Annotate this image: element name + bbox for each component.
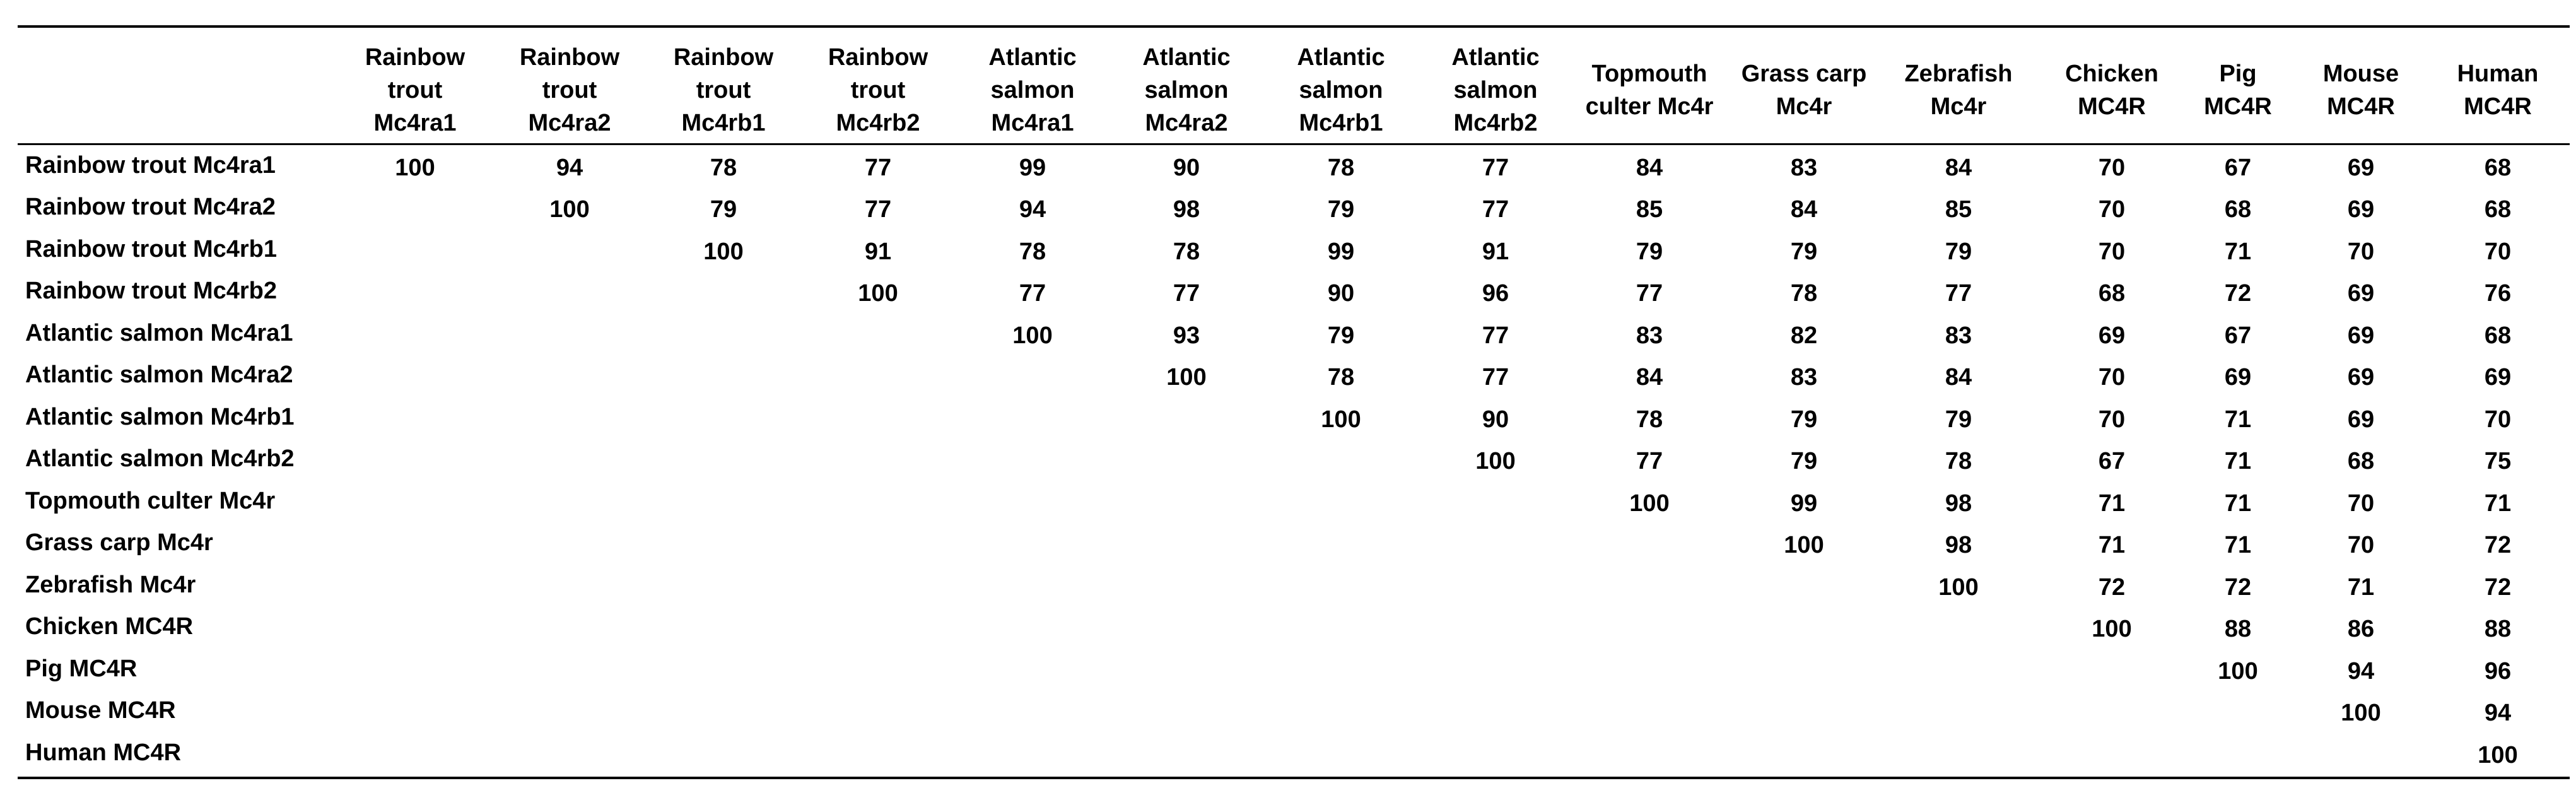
table-cell: 90 [1327, 280, 1355, 307]
table-cell: 76 [2484, 280, 2512, 307]
table-cell: 78 [1173, 238, 1200, 265]
table-cell: 85 [1636, 196, 1663, 223]
table-cell: 70 [2484, 238, 2512, 265]
table-cell: 68 [2347, 448, 2375, 474]
row-label: Chicken MC4R [25, 613, 194, 640]
table-cell: 82 [1790, 322, 1818, 349]
table-cell: 83 [1945, 322, 1972, 349]
column-header: Atlantic salmon Mc4rb2 [1451, 44, 1540, 136]
table-cell: 70 [2098, 154, 2126, 181]
table-cell: 100 [2341, 700, 2381, 726]
table-cell: 100 [1938, 574, 1979, 601]
table-cell: 70 [2484, 406, 2512, 433]
table-cell: 100 [549, 196, 590, 223]
table-cell: 98 [1173, 196, 1200, 223]
table-cell: 77 [1482, 196, 1509, 223]
table-cell: 69 [2347, 280, 2375, 307]
table-cell: 84 [1636, 364, 1663, 391]
table-cell: 70 [2098, 238, 2126, 265]
row-label: Atlantic salmon Mc4rb1 [25, 403, 295, 430]
column-header: Rainbow trout Mc4ra2 [519, 44, 620, 136]
table-cell: 71 [2098, 490, 2126, 517]
table-cell: 100 [1321, 406, 1361, 433]
row-label: Atlantic salmon Mc4rb2 [25, 445, 295, 472]
table-cell: 90 [1173, 154, 1200, 181]
table-cell: 79 [1327, 196, 1355, 223]
table-header-rule [18, 143, 2570, 145]
table-cell: 100 [1629, 490, 1670, 517]
table-cell: 88 [2484, 616, 2512, 642]
table-cell: 100 [858, 280, 898, 307]
table-cell: 77 [1482, 364, 1509, 391]
row-label: Atlantic salmon Mc4ra1 [25, 319, 293, 346]
row-label: Human MC4R [25, 739, 182, 766]
row-label: Rainbow trout Mc4ra2 [25, 194, 276, 220]
table-cell: 67 [2224, 322, 2252, 349]
table-cell: 69 [2347, 154, 2375, 181]
column-header: Zebrafish Mc4r [1904, 60, 2013, 120]
table-cell: 84 [1790, 196, 1818, 223]
table-cell: 100 [2478, 741, 2518, 768]
table-cell: 94 [1019, 196, 1046, 223]
column-header: Atlantic salmon Mc4ra2 [1142, 44, 1231, 136]
table-bottom-rule [18, 777, 2570, 779]
table-cell: 78 [1327, 364, 1355, 391]
table-cell: 91 [864, 238, 892, 265]
table-cell: 77 [1019, 280, 1046, 307]
table-cell: 77 [1636, 280, 1663, 307]
column-header: Rainbow trout Mc4rb1 [673, 44, 774, 136]
column-header: Pig MC4R [2204, 60, 2272, 120]
table-top-rule [18, 25, 2570, 28]
table-cell: 84 [1945, 154, 1972, 181]
table-cell: 70 [2098, 196, 2126, 223]
table-cell: 70 [2347, 238, 2375, 265]
table-cell: 100 [395, 154, 435, 181]
table-cell: 78 [1327, 154, 1355, 181]
table-cell: 93 [1173, 322, 1200, 349]
table-cell: 98 [1945, 490, 1972, 517]
table-cell: 72 [2098, 574, 2126, 601]
table-cell: 77 [1945, 280, 1972, 307]
table-cell: 70 [2347, 532, 2375, 558]
row-label: Rainbow trout Mc4rb1 [25, 235, 278, 262]
table-cell: 77 [1482, 322, 1509, 349]
table-cell: 68 [2484, 196, 2512, 223]
table-cell: 71 [2098, 532, 2126, 558]
table-cell: 77 [1482, 154, 1509, 181]
table-cell: 100 [2092, 616, 2132, 642]
table-cell: 68 [2098, 280, 2126, 307]
table-cell: 71 [2224, 238, 2252, 265]
table-cell: 83 [1790, 364, 1818, 391]
table-cell: 69 [2098, 322, 2126, 349]
table-cell: 100 [1784, 532, 1824, 558]
table-cell: 69 [2347, 406, 2375, 433]
table-cell: 88 [2224, 616, 2252, 642]
table-cell: 69 [2347, 322, 2375, 349]
table-cell: 79 [1945, 238, 1972, 265]
column-header: Rainbow trout Mc4ra1 [365, 44, 465, 136]
row-label: Grass carp Mc4r [25, 529, 213, 556]
table-cell: 67 [2224, 154, 2252, 181]
table-cell: 94 [2347, 657, 2375, 685]
table-cell: 69 [2484, 364, 2512, 391]
row-label: Zebrafish Mc4r [25, 571, 196, 598]
table-cell: 90 [1482, 406, 1509, 433]
table-cell: 71 [2224, 448, 2252, 474]
row-label: Topmouth culter Mc4r [25, 487, 276, 514]
table-cell: 77 [1636, 448, 1663, 474]
table-cell: 75 [2484, 448, 2512, 474]
table-cell: 69 [2347, 364, 2375, 391]
row-label: Mouse MC4R [25, 697, 176, 724]
table-cell: 71 [2347, 574, 2375, 601]
row-label: Atlantic salmon Mc4ra2 [25, 362, 293, 388]
row-label: Rainbow trout Mc4rb2 [25, 278, 278, 304]
table-cell: 100 [1475, 448, 1516, 474]
table-cell: 70 [2098, 364, 2126, 391]
column-header: Rainbow trout Mc4rb2 [828, 44, 928, 136]
table-cell: 71 [2224, 406, 2252, 433]
table-cell: 68 [2224, 196, 2252, 223]
table-cell: 96 [1482, 280, 1509, 307]
table-cell: 79 [1327, 322, 1355, 349]
table-cell: 78 [1019, 238, 1046, 265]
table-cell: 84 [1945, 364, 1972, 391]
column-header: Chicken MC4R [2065, 60, 2158, 120]
table-cell: 98 [1945, 532, 1972, 558]
table-cell: 72 [2484, 532, 2512, 558]
table-cell: 85 [1945, 196, 1972, 223]
column-header: Mouse MC4R [2322, 60, 2399, 120]
table-cell: 69 [2224, 364, 2252, 391]
table-cell: 71 [2224, 532, 2252, 558]
table-cell: 70 [2347, 490, 2375, 517]
table-cell: 68 [2484, 322, 2512, 349]
table-cell: 79 [1790, 406, 1818, 433]
table-cell: 79 [1636, 238, 1663, 265]
table-cell: 84 [1636, 154, 1663, 181]
table-cell: 68 [2484, 154, 2512, 181]
table-cell: 71 [2484, 490, 2512, 517]
table-cell: 77 [1173, 280, 1200, 307]
table-cell: 72 [2224, 574, 2252, 601]
identity-matrix-table [18, 25, 2570, 779]
table-cell: 79 [1945, 406, 1972, 433]
table-cell: 94 [556, 154, 583, 181]
column-header: Topmouth culter Mc4r [1585, 60, 1714, 120]
table-cell: 79 [1790, 238, 1818, 265]
column-header: Atlantic salmon Mc4rb1 [1297, 44, 1385, 136]
table-cell: 96 [2484, 657, 2512, 685]
table-cell: 71 [2224, 490, 2252, 517]
row-label: Rainbow trout Mc4ra1 [25, 151, 276, 179]
table-cell: 99 [1327, 238, 1355, 265]
table-cell: 100 [1012, 322, 1053, 349]
table-cell: 70 [2098, 406, 2126, 433]
row-label: Pig MC4R [25, 655, 138, 682]
table-cell: 78 [710, 154, 737, 181]
table-cell: 67 [2098, 448, 2126, 474]
table-cell: 78 [1636, 406, 1663, 433]
table-cell: 69 [2347, 196, 2375, 223]
table-cell: 79 [1790, 448, 1818, 474]
table-cell: 94 [2484, 700, 2512, 726]
table-cell: 86 [2347, 616, 2375, 642]
table-cell: 83 [1790, 154, 1818, 181]
column-header: Human MC4R [2457, 60, 2539, 120]
table-cell: 83 [1636, 322, 1663, 349]
table-cell: 99 [1790, 490, 1818, 517]
table-cell: 79 [710, 196, 737, 223]
column-header: Atlantic salmon Mc4ra1 [988, 44, 1077, 136]
table-cell: 100 [703, 238, 744, 265]
table-cell: 77 [864, 154, 892, 181]
table-cell: 78 [1945, 448, 1972, 474]
table-cell: 100 [1166, 364, 1207, 391]
column-header: Grass carp Mc4r [1741, 60, 1867, 120]
table-cell: 78 [1790, 280, 1818, 307]
table-cell: 99 [1019, 154, 1046, 181]
table-cell: 77 [864, 196, 892, 223]
table-cell: 72 [2224, 280, 2252, 307]
table-cell: 91 [1482, 238, 1509, 265]
table-cell: 72 [2484, 574, 2512, 601]
table-cell: 100 [2218, 657, 2258, 685]
